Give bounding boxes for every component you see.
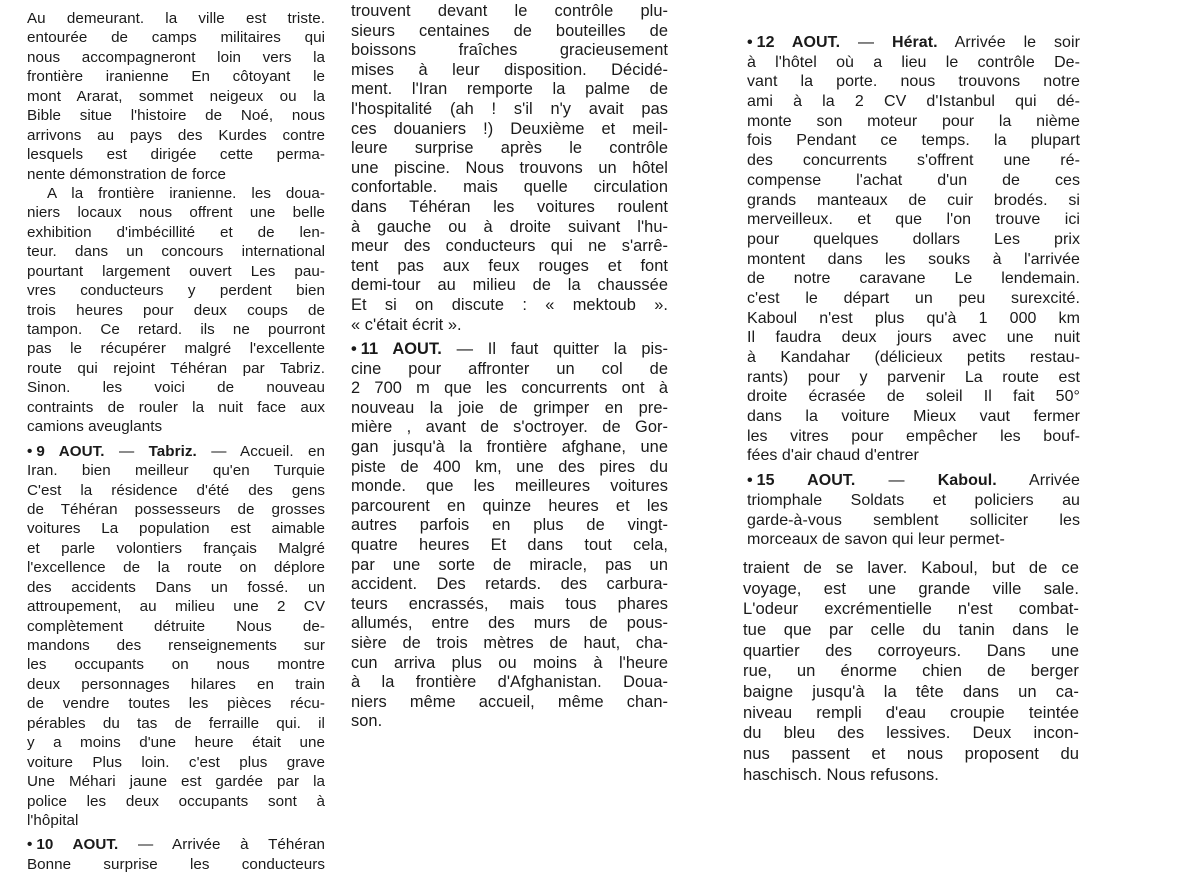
text-line: tent pas aux feux rouges et font [351, 256, 668, 275]
text-line: Bible situe l'histoire de Noé, nous [27, 107, 325, 125]
text-line: nouveau la joie de grimper en pre- [351, 398, 668, 417]
text-line: niers locaux nous offrent une belle [27, 204, 325, 222]
text-line: de notre caravane Le lendemain. [747, 270, 1080, 288]
text-line: nente démonstration de force [27, 165, 226, 183]
dash-separator: — [858, 34, 892, 51]
text-line: niveau rempli d'eau croupie teintée [743, 702, 1079, 722]
text-line: autres parfois en plus de vingt- [351, 516, 668, 535]
text-line: teur. dans un concours international [27, 243, 325, 261]
entry-date: 10 AOUT. [36, 836, 119, 854]
text-line: ces douaniers !) Deuxième et meil- [351, 119, 668, 138]
entry-text: — Arrivée à Téhéran [137, 836, 325, 854]
text-line: « c'était écrit ». [351, 315, 462, 334]
text-line: monde. que les meilleures voitures [351, 477, 668, 496]
text-line: à Kandahar (délicieux petits restau- [747, 349, 1080, 366]
text-line: montent dans les souks à l'arrivée [747, 250, 1080, 268]
text-line: quatre heures Et dans tout cela, [351, 536, 668, 555]
entry-text: Arrivée le soir [954, 34, 1080, 51]
text-line: des accidents Dans un fossé. un [27, 578, 325, 596]
text-line: des concurrents s'offrent une ré- [747, 152, 1080, 170]
text-line: route qui rejoint Téhéran par Tabriz. [27, 359, 325, 377]
text-line: entourée de camps militaires qui [27, 29, 325, 47]
text-line: Bonne surprise les conducteurs [27, 855, 325, 873]
text-line: mises à leur disposition. Décidé- [351, 60, 668, 79]
text-line: accident. Des retards. des carbura- [351, 575, 668, 594]
text-line: meur des conducteurs qui ne s'arrê- [351, 237, 668, 256]
text-line: par une sorte de miracle, pas un [351, 555, 668, 574]
text-line: sieurs centaines de bouteilles de [351, 21, 668, 40]
text-line: L'odeur excrémentielle n'est combat- [743, 599, 1079, 619]
text-line: monte son moteur pour la nième [747, 112, 1080, 130]
bullet-icon: • [27, 442, 33, 460]
text-line: leure surprise après le contrôle [351, 139, 668, 158]
text-line: rue, un énorme chien de berger [743, 661, 1079, 681]
text-line: cine pour affronter un col de [351, 359, 668, 378]
text-line: nous accompagneront loin vers la [27, 48, 325, 66]
text-line: son. [351, 712, 383, 731]
text-line: piste de 400 km, une des pires du [351, 457, 668, 476]
dated-entry-line [351, 340, 668, 360]
text-line: niers même accueil, même chan- [351, 692, 668, 711]
text-line: C'est la résidence d'été des gens [27, 481, 325, 499]
column-2 [351, 2, 668, 732]
text-line: Une Méhari jaune est gardée par la [27, 773, 325, 791]
text-line: de Téhéran possesseurs de grosses [27, 500, 325, 518]
text-line: parcourent en quinze heures et les [351, 496, 668, 515]
text-line: baigne jusqu'à la tête dans un ca- [743, 682, 1079, 701]
text-line: pour quelques dollars Les prix [747, 230, 1080, 248]
text-line: l'hospitalité (ah ! s'il n'y avait pas [351, 99, 668, 118]
entry-date: 15 AOUT. [756, 472, 856, 490]
dash-separator: — [118, 442, 149, 460]
entry-text: Arrivée [1028, 472, 1080, 490]
text-line: voyage, est une grande ville sale. [743, 578, 1079, 598]
text-line: les occupants on nous montre [27, 656, 325, 674]
text-line: allumés, entre des murs de pous- [351, 614, 668, 633]
text-line: voiture Plus loin. c'est plus grave [27, 753, 325, 771]
text-line: rants) pour y parvenir La route est [747, 368, 1080, 386]
text-line: à la frontière d'Afghanistan. Doua- [351, 673, 668, 692]
bullet-icon: • [747, 34, 753, 51]
bullet-icon: • [351, 340, 357, 359]
text-line: cun arriva plus ou moins à l'heure [351, 653, 668, 672]
text-line: contraints de rouler la nuit face aux [27, 398, 325, 416]
entry-date: 9 AOUT. [36, 442, 105, 460]
text-line: pas le récupérer malgré l'excellente [27, 340, 325, 358]
text-line: 2 700 m que les concurrents ont à [351, 379, 668, 398]
text-line: nus passent et nous proposent du [743, 744, 1079, 764]
text-line: Au demeurant. la ville est triste. [27, 10, 325, 27]
text-line: garde-à-vous semblent solliciter les [747, 511, 1080, 529]
text-line: droite écrasée de soleil Il fait 50° [747, 388, 1080, 406]
text-line: c'est le départ un peu surexcité. [747, 289, 1080, 307]
text-line: trois heures pour deux coups de [27, 301, 325, 319]
entry-text: — Accueil. en [211, 442, 325, 460]
text-line: mandons des renseignements sur [27, 637, 325, 654]
text-line: l'excellence de la route on déplore [27, 559, 325, 577]
dated-entry-line [27, 442, 325, 461]
text-line: mière , avant de s'octroyer. de Gor- [351, 418, 668, 437]
text-line: lesquels est dirigée cette perma- [27, 146, 325, 164]
text-line: trouvent devant le contrôle plu- [351, 2, 668, 20]
text-line: du bleu des lessives. Deux incon- [743, 723, 1079, 743]
column-3-main [747, 33, 1080, 550]
text-line: fois Pendant ce temps. la plupart [747, 132, 1080, 150]
text-line: à gauche ou à droite suivant l'hu- [351, 217, 668, 236]
column-1 [27, 9, 325, 874]
text-line: pourtant largement ouvert Les pau- [27, 262, 325, 280]
text-line: pérables du tas de ferraille qui. il [27, 714, 325, 732]
entry-place: Tabriz. [148, 442, 197, 460]
text-line: l'hôpital [27, 811, 79, 829]
text-line: teurs encrassés, mais tous phares [351, 594, 668, 613]
text-line: une piscine. Nous trouvons un hôtel [351, 158, 668, 177]
text-line: mont Ararat, sommet neigeux ou la [27, 87, 325, 105]
text-line: sière de trois mètres de haut, cha- [351, 634, 668, 652]
dated-entry-line [27, 835, 325, 854]
text-line: dans la voiture Mieux vaut fermer [747, 408, 1080, 426]
text-line: triomphale Soldats et policiers au [747, 491, 1080, 509]
entry-place: Hérat. [891, 34, 938, 51]
text-line: quartier des corroyeurs. Dans une [743, 640, 1079, 660]
text-line: ami à la 2 CV d'Istanbul qui dé- [747, 93, 1080, 111]
text-line: et parle volontiers français Malgré [27, 539, 325, 557]
text-line: vres conducteurs y perdent bien [27, 282, 325, 300]
text-line: Il faudra deux jours avec une nuit [747, 329, 1080, 347]
text-line: deux personnages hilares en train [27, 675, 325, 693]
dated-entry-line [747, 33, 1080, 53]
text-line: tampon. Ce retard. ils ne pourront [27, 321, 325, 338]
text-line: Iran. bien meilleur qu'en Turquie [27, 462, 325, 480]
text-line: frontière iranienne En côtoyant le [27, 68, 325, 86]
text-line: merveilleux. et que l'on trouve ici [747, 211, 1080, 229]
entry-text: — Il faut quitter la pis- [456, 340, 668, 359]
entry-date: 12 AOUT. [756, 34, 841, 51]
text-line: Sinon. les voici de nouveau [27, 379, 325, 397]
text-line: demi-tour au milieu de la chaussée [351, 276, 668, 295]
dated-entry-line [747, 471, 1080, 491]
text-line: y a moins d'une heure était une [27, 734, 325, 752]
text-line: morceaux de savon qui leur permet- [747, 531, 1005, 549]
text-line: voitures La population est aimable [27, 520, 325, 538]
text-line: attroupement, au milieu une 2 CV [27, 598, 325, 616]
text-line: confortable. mais quelle circulation [351, 178, 668, 197]
bullet-icon: • [747, 472, 753, 490]
text-line: ment. l'Iran remporte la palme de [351, 80, 668, 99]
column-3-continuation [743, 558, 1079, 786]
text-line: de vendre toutes les pièces récu- [27, 695, 325, 713]
text-line: compense l'achat d'un de ces [747, 171, 1080, 189]
text-line: complètement détruite Nous de- [27, 617, 325, 635]
text-line: arrivons au pays des Kurdes contre [27, 126, 325, 144]
text-line: Kaboul n'est plus qu'à 1 000 km [747, 309, 1080, 327]
text-line: dans Téhéran les voitures roulent [351, 197, 668, 216]
text-line: grands manteaux de cuir brodés. si [747, 191, 1080, 209]
entry-date: 11 AOUT. [360, 340, 442, 359]
dash-separator: — [888, 472, 938, 490]
text-line: vant la porte. nous trouvons notre [747, 73, 1080, 91]
bullet-icon: • [27, 836, 33, 854]
text-line: tue que par celle du tanin dans le [743, 619, 1079, 639]
text-line: boissons fraîches gracieusement [351, 41, 668, 60]
text-line: les vitres pour empêcher les bouf- [747, 427, 1080, 445]
text-line: exhibition d'imbécillité et de len- [27, 223, 325, 241]
text-line: camions aveuglants [27, 418, 163, 436]
text-line: A la frontière iranienne. les doua- [47, 184, 325, 202]
text-line: fées d'air chaud d'entrer [747, 447, 919, 465]
text-line: traient de se laver. Kaboul, but de ce [743, 557, 1079, 577]
text-line: police les deux occupants sont à [27, 792, 325, 810]
text-line: à l'hôtel où a lieu le contrôle De- [747, 53, 1080, 71]
text-line: gan jusqu'à la frontière afghane, une [351, 438, 668, 457]
entry-place: Kaboul. [937, 472, 997, 490]
column-3 [743, 33, 1080, 785]
text-line: Et si on discute : « mektoub ». [351, 295, 668, 314]
text-line: haschisch. Nous refusons. [743, 764, 939, 784]
